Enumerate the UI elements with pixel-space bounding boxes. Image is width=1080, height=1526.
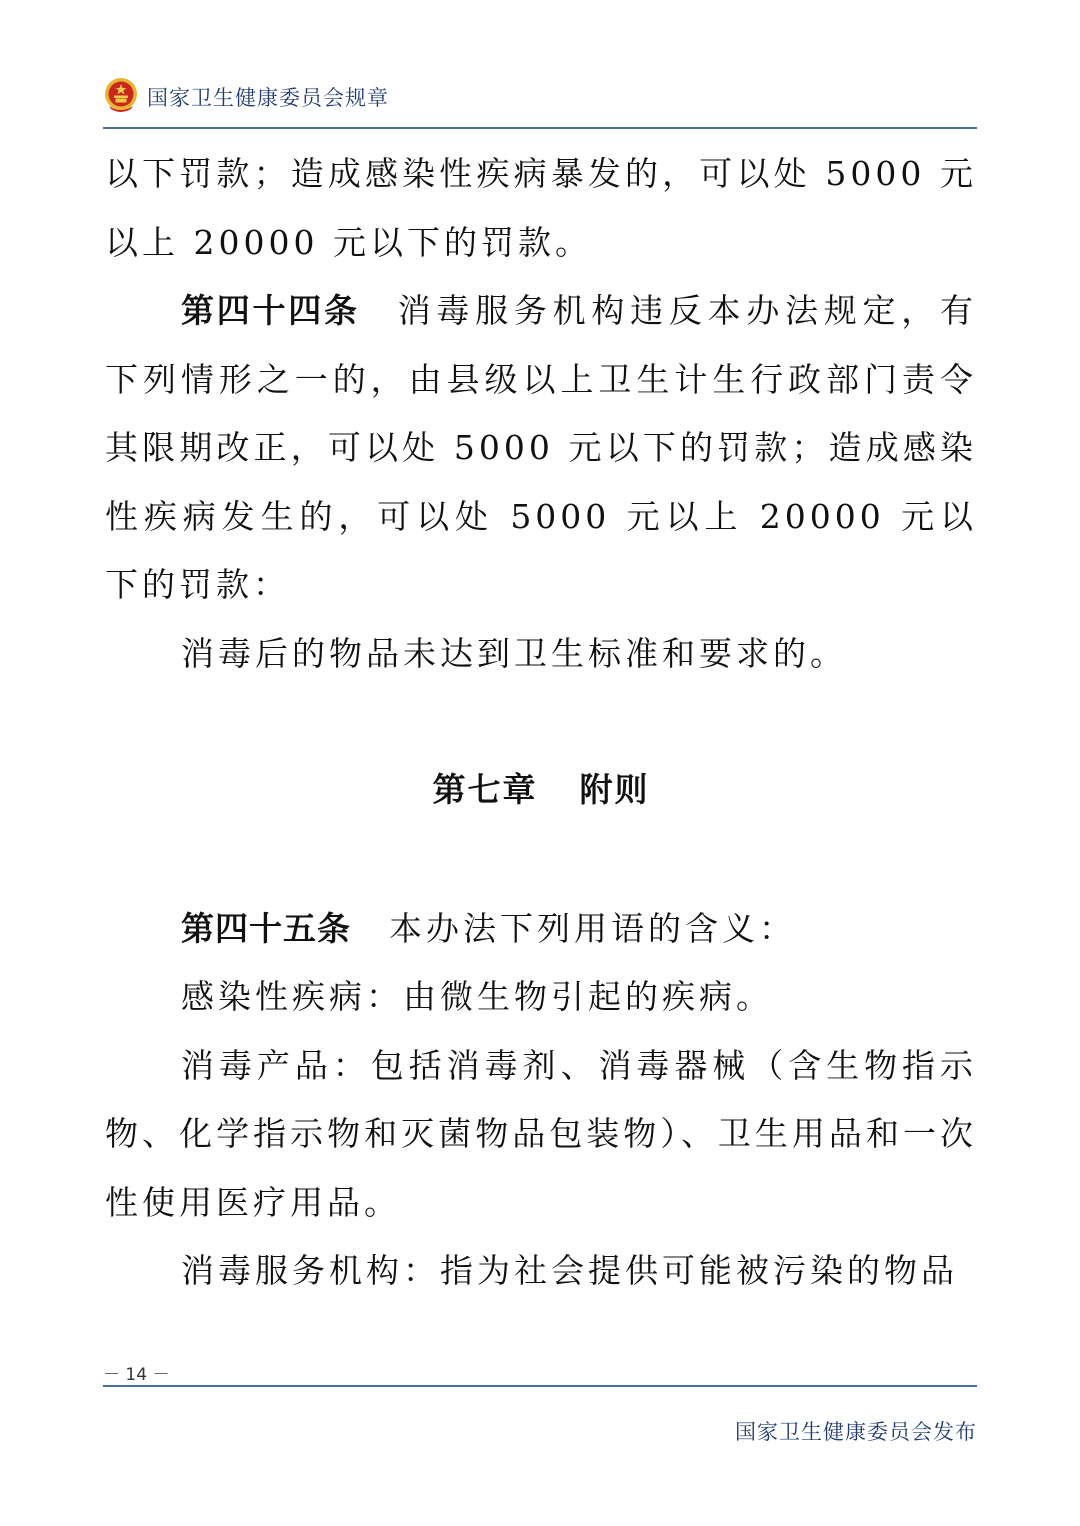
- national-emblem-icon: [103, 76, 139, 114]
- page-number: － 14 －: [103, 1365, 170, 1385]
- chapter-heading: [105, 756, 977, 825]
- page-header: [103, 72, 977, 128]
- spacer: [105, 825, 977, 895]
- article-44: [105, 277, 977, 620]
- header-divider: [103, 127, 977, 129]
- chapter-title: 附则: [579, 770, 650, 809]
- definition-disinfection-products: 消毒产品：包括消毒剂、消毒器械（含生物指示物、化学指示物和灭菌物品包装物）、卫生用品和一次性使用医疗用品。: [105, 1045, 977, 1222]
- chapter-number: 第七章: [432, 770, 538, 809]
- definition-disinfection-service: 消毒服务机构：指为社会提供可能被污染的物品: [181, 1251, 958, 1290]
- article-44-item: 消毒后的物品未达到卫生标准和要求的。: [181, 633, 847, 673]
- spacer: [105, 688, 977, 756]
- header-title: 国家卫生健康委员会规章: [147, 86, 389, 110]
- definition-infectious-disease: 感染性疾病：由微生物引起的疾病。: [181, 977, 773, 1016]
- article-44-text: 消毒服务机构违反本办法规定，有下列情形之一的，由县级以上卫生计生行政部门责令其限期改正，可以处 5000 元以下的罚款；造成感染性疾病发生的，可以处 5000 元以上 20000 元以下的罚款：: [105, 291, 978, 604]
- footer-publisher: 国家卫生健康委员会发布: [735, 1420, 977, 1444]
- article-45: [105, 895, 977, 964]
- article-45-label: 第四十五条: [181, 908, 351, 948]
- footer-divider: [103, 1385, 977, 1387]
- article-45-text: 本办法下列用语的含义：: [389, 908, 796, 948]
- document-body: [105, 140, 977, 1306]
- article-44-label: 第四十四条: [181, 291, 360, 330]
- paragraph-continuation: 以下罚款；造成感染性疾病暴发的，可以处 5000 元以上 20000 元以下的罚款。: [105, 154, 977, 262]
